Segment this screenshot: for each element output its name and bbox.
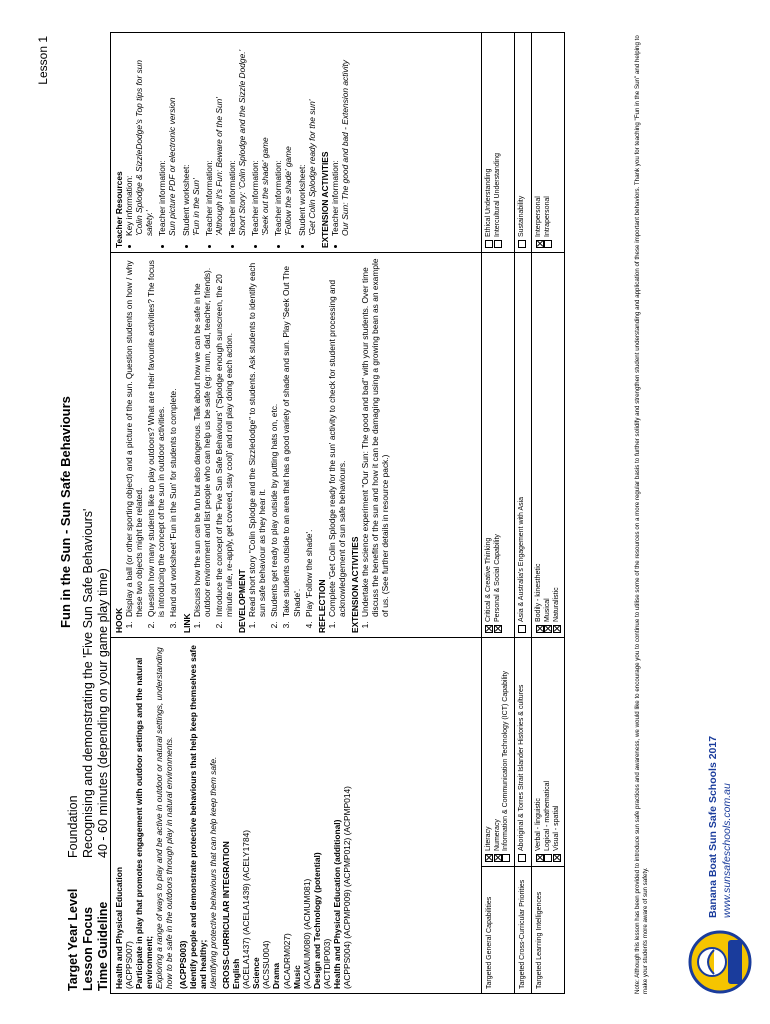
checkbox-label: Ethical Understanding xyxy=(485,168,492,237)
resource-detail: Sun picture PDF or electronic version xyxy=(167,97,178,236)
extension-heading: EXTENSION ACTIVITIES xyxy=(349,536,360,633)
checkbox-item[interactable] xyxy=(494,642,503,862)
resources-extension-list xyxy=(330,37,350,248)
curriculum-descriptor: Identify people and demonstrate protective behaviours that help keep themselves safe and healthy; xyxy=(187,645,208,989)
checkbox-label: Interpersonal xyxy=(535,196,543,237)
checkbox[interactable] xyxy=(544,854,552,862)
resource-label: Student worksheet: xyxy=(296,164,307,236)
organisation-url[interactable]: www.sunsafeschools.com.au xyxy=(721,783,733,918)
resources-list xyxy=(124,37,317,248)
development-heading: DEVELOPMENT xyxy=(237,569,248,633)
development-list xyxy=(247,257,314,633)
resources-heading: Teacher Resources xyxy=(114,171,124,248)
organisation-block xyxy=(706,736,734,918)
resource-item xyxy=(181,37,201,236)
curriculum-column xyxy=(111,637,481,993)
resource-item xyxy=(227,37,247,236)
checkbox-item[interactable] xyxy=(553,257,562,633)
meta-value: Recognising and demonstrating the 'Five Sun Safe Behaviours' xyxy=(81,508,95,858)
checkbox[interactable] xyxy=(485,240,493,248)
capabilities-col xyxy=(482,252,514,637)
sun-safe-schools-logo xyxy=(688,930,752,994)
resource-label: Teacher information: xyxy=(329,160,340,236)
link-heading: LINK xyxy=(181,613,192,633)
activity-item: 2. Students get ready to play outside by putting hats on, etc. xyxy=(269,257,279,619)
checkbox-label: Bodily - kinesthetic xyxy=(535,563,543,622)
checkbox[interactable] xyxy=(485,854,493,862)
checkbox-label: Literacy xyxy=(485,826,492,851)
checkbox-label: Intrapersonal xyxy=(543,196,551,237)
checkbox[interactable] xyxy=(518,240,526,248)
priorities-col xyxy=(515,33,532,252)
checkbox-item[interactable] xyxy=(485,37,494,248)
resource-item xyxy=(273,37,293,236)
priorities-row xyxy=(515,33,533,993)
resource-detail: 'Get Colin Splodge ready for the sun' xyxy=(306,99,317,236)
resource-detail: Short Story: 'Colin Splodge and the Sizzle Dodge.' xyxy=(237,49,248,236)
checkbox-item[interactable] xyxy=(494,257,503,633)
checkbox[interactable] xyxy=(502,854,510,862)
meta-row-time xyxy=(96,509,111,991)
checkbox[interactable] xyxy=(494,625,502,633)
checkbox-label: Verbal - linguistic xyxy=(535,798,543,851)
resource-item xyxy=(204,37,224,236)
checkbox[interactable] xyxy=(544,625,552,633)
intelligences-col xyxy=(532,33,564,252)
meta-key: Target Year Level xyxy=(66,888,80,991)
resource-detail: 'Colin Splodge & SizzleDodge's Top tips for sun safety.' xyxy=(134,59,155,236)
activity-item: 2. Question how many students like to play outdoors? What are their favourite activities? The focus is introducing the concept of the sun in outdoor activities. xyxy=(146,257,166,619)
checkbox-label: Aboriginal & Torres Strait Islander Histories & cultures xyxy=(517,684,525,851)
curriculum-elaboration: Identifying protective behaviours that can help keep them safe. xyxy=(207,756,218,989)
resource-label: Student worksheet: xyxy=(180,164,191,236)
resource-detail: Our Sun: The good and bad - Extension activity xyxy=(339,60,350,236)
checkbox-item[interactable] xyxy=(544,37,553,248)
activity-item: 1. Read short story "Colin Splodge and the Sizzledodge" to students. Ask students to identify each sun safe behaviour as they hear it. xyxy=(247,257,267,619)
checkbox-item[interactable] xyxy=(535,642,544,862)
resource-detail: 'Although it's Fun: Beware of the Sun' xyxy=(213,97,224,236)
intelligences-col xyxy=(532,252,564,637)
priorities-label: Targeted Cross-Curricular Priorities xyxy=(515,866,532,993)
resource-item xyxy=(124,37,154,236)
checkbox-label: Sustainability xyxy=(517,195,525,237)
footnote: Note: Although this lesson has been provided to introduce sun safe practices and awareness, we would like to encourage you to continue to utilise some of the resources on a more regular basis to further solidify and strengthen student understanding and application of these important behaviors. Thank you for teaching "Fun in the Sun" and helping to make your students more aware of sun safety. xyxy=(634,35,649,994)
intelligences-row xyxy=(532,33,564,993)
subject-entry xyxy=(271,642,291,989)
checkbox-label: Personal & Social Capability xyxy=(493,534,501,622)
activity-item: 2. Introduce the concept of the 'Five Sun Safe Behaviours' ('Splodge enough sunscreen, the 20 minute rule, re-apply, get covered, stay cool)' and roll play doing each action. xyxy=(214,257,234,619)
subject-name: Health and Physical Education (additional) xyxy=(331,819,342,989)
checkbox-item[interactable] xyxy=(494,37,503,248)
subject-entry xyxy=(231,642,251,989)
subject-codes: (ACSSU004) xyxy=(261,940,272,989)
hpe-heading: Health and Physical Education xyxy=(114,867,124,989)
checkbox-label: Visual - spatial xyxy=(552,805,560,851)
capabilities-col xyxy=(482,33,514,252)
capabilities-col xyxy=(482,637,514,866)
resource-item xyxy=(250,37,270,236)
checkbox[interactable] xyxy=(536,854,544,862)
checkbox-item[interactable] xyxy=(518,257,527,633)
checkbox-label: Asia & Australia's Engagement with Asia xyxy=(517,496,525,622)
checkbox-item[interactable] xyxy=(544,642,553,862)
curriculum-elaboration: Exploring a range of ways to play and be active in outdoor or natural settings, understanding how to be safe in the outdoors through play in natural environments. xyxy=(154,647,175,989)
hook-list xyxy=(124,257,178,633)
checkbox[interactable] xyxy=(553,854,561,862)
checkbox[interactable] xyxy=(553,625,561,633)
page-title: Fun in the Sun - Sun Safe Behaviours xyxy=(58,396,73,628)
checkbox[interactable] xyxy=(494,240,502,248)
resource-item xyxy=(330,37,350,236)
subject-codes: (ACADRM027) xyxy=(281,933,292,989)
meta-row-year xyxy=(66,509,81,991)
priorities-col xyxy=(515,252,532,637)
subject-name: Science xyxy=(251,957,262,989)
curriculum-code: (ACPPS003) xyxy=(177,940,188,989)
checkbox-item[interactable] xyxy=(485,642,494,862)
checkbox[interactable] xyxy=(536,240,544,248)
checkbox[interactable] xyxy=(544,240,552,248)
reflection-heading: REFLECTION xyxy=(316,579,327,633)
activities-column xyxy=(111,252,481,637)
resource-label: Teacher information: xyxy=(157,160,168,236)
checkbox-label: Naturalistic xyxy=(552,587,560,622)
checkbox-item[interactable] xyxy=(535,257,544,633)
resource-label: Teacher information: xyxy=(273,160,284,236)
checkbox-item[interactable] xyxy=(553,642,562,862)
lesson-main-row xyxy=(111,33,482,993)
resource-item xyxy=(157,37,177,236)
activity-item: 1. Complete 'Get Colin Splodge ready for the sun' activity to check for student processing and acknowledgement of sun safe behaviours. xyxy=(327,257,347,619)
checkbox-label: Logical - mathematical xyxy=(543,780,551,851)
meta-value: 40 - 60 minutes (depending on your game play time) xyxy=(96,568,110,858)
checkbox-label: Numeracy xyxy=(493,819,501,851)
activity-item: 4. Play 'Follow the shade'. xyxy=(304,257,314,619)
resource-detail: 'Seek out the shade' game xyxy=(260,137,271,236)
checkbox[interactable] xyxy=(518,625,526,633)
subject-name: English xyxy=(231,958,242,989)
checkbox-item[interactable] xyxy=(502,642,511,862)
organisation-name: Banana Boat Sun Safe Schools 2017 xyxy=(707,735,719,918)
checkbox-label: Critical & Creative Thinking xyxy=(485,537,492,622)
checkbox-item[interactable] xyxy=(518,642,527,862)
cross-curricular-heading: CROSS-CURRICULAR INTEGRATION xyxy=(220,841,231,989)
resources-extension-heading: EXTENSION ACTIVITIES xyxy=(319,151,330,248)
checkbox-label: Musical xyxy=(543,598,551,622)
activity-item: 3. Hand out worksheet 'Fun in the Sun' for students to complete. xyxy=(168,257,178,619)
resource-label: Teacher information: xyxy=(250,160,261,236)
intelligences-col xyxy=(532,637,564,866)
lesson-table xyxy=(110,32,565,994)
resource-detail: 'Fun in the Sun' xyxy=(190,178,201,236)
intelligences-label: Targeted Learning Intelligences xyxy=(532,866,564,993)
checkbox[interactable] xyxy=(518,854,526,862)
resource-label: Teacher information: xyxy=(203,160,214,236)
checkbox[interactable] xyxy=(485,625,493,633)
meta-key: Lesson Focus xyxy=(81,906,95,991)
checkbox-label: Information & Communication Technology (ICT) Capability xyxy=(502,670,510,851)
checkbox-item[interactable] xyxy=(535,37,544,248)
hook-heading: HOOK xyxy=(114,607,124,633)
checkbox-item[interactable] xyxy=(485,257,494,633)
resource-item xyxy=(297,37,317,236)
resource-detail: 'Follow the shade' game xyxy=(283,146,294,236)
lesson-number: Lesson 1 xyxy=(36,36,50,85)
footer xyxy=(688,736,752,994)
subject-entry xyxy=(332,642,352,989)
subject-name: Drama xyxy=(271,962,282,989)
checkbox-item[interactable] xyxy=(544,257,553,633)
subject-entry xyxy=(312,642,332,989)
checkbox-label: Intercultural Understanding xyxy=(493,152,501,237)
resource-label: Teacher information: xyxy=(226,160,237,236)
lesson-meta xyxy=(66,509,111,991)
subject-name: Music xyxy=(291,965,302,989)
resource-label: Key information: xyxy=(124,175,135,236)
activity-item: 1. Undertake the science experiment "Our Sun: The good and bad" with your students. Over time discuss the benefits of the sun and how it can be damaging using a growing bean as an example of us. (See further details in resource pack.) xyxy=(360,257,390,619)
activity-item: 1. Display a ball (or other sporting object) and a picture of the sun. Question students on how / why these two objects might be related. xyxy=(124,257,144,619)
subject-codes: (ACELA1437) (ACELA1439) (ACELY1784) xyxy=(241,829,252,989)
curriculum-descriptor: Participate in play that promotes engagement with outdoor settings and the natural environment; xyxy=(134,657,155,989)
capabilities-row xyxy=(482,33,515,993)
meta-row-focus xyxy=(81,509,96,991)
meta-key: Time Guideline xyxy=(96,901,110,991)
meta-value: Foundation xyxy=(66,795,80,858)
checkbox[interactable] xyxy=(494,854,502,862)
subject-codes: (ACTDIP003) xyxy=(321,938,332,989)
reflection-list xyxy=(327,257,347,633)
activity-item: 3. Take students outside to an area that has a good variety of shade and sun. Play 'Seek Out The Shade'. xyxy=(281,257,301,619)
checkbox[interactable] xyxy=(536,625,544,633)
curriculum-code: (ACPPS007) xyxy=(124,941,135,989)
extension-list xyxy=(360,257,390,633)
priorities-col xyxy=(515,637,532,866)
subject-codes: (ACAMUM080) (ACMUM081) xyxy=(301,878,312,989)
resources-column xyxy=(111,33,481,252)
subject-entry xyxy=(292,642,312,989)
capabilities-label: Targeted General Capabilities xyxy=(482,866,514,993)
checkbox-item[interactable] xyxy=(518,37,527,248)
subject-codes: (ACPPS004) (ACPMP009) (ACPMP012) (ACPMP014) xyxy=(342,786,353,989)
activity-item: 1. Discuss how the sun can be fun but also dangerous. Talk about how we can be safe in the outdoor environment and list people who can help us be safe (eg: mum, dad, teacher, friends). xyxy=(192,257,212,619)
subject-entry xyxy=(251,642,271,989)
link-list xyxy=(192,257,234,633)
subject-name: Design and Technology (potential) xyxy=(311,852,322,989)
